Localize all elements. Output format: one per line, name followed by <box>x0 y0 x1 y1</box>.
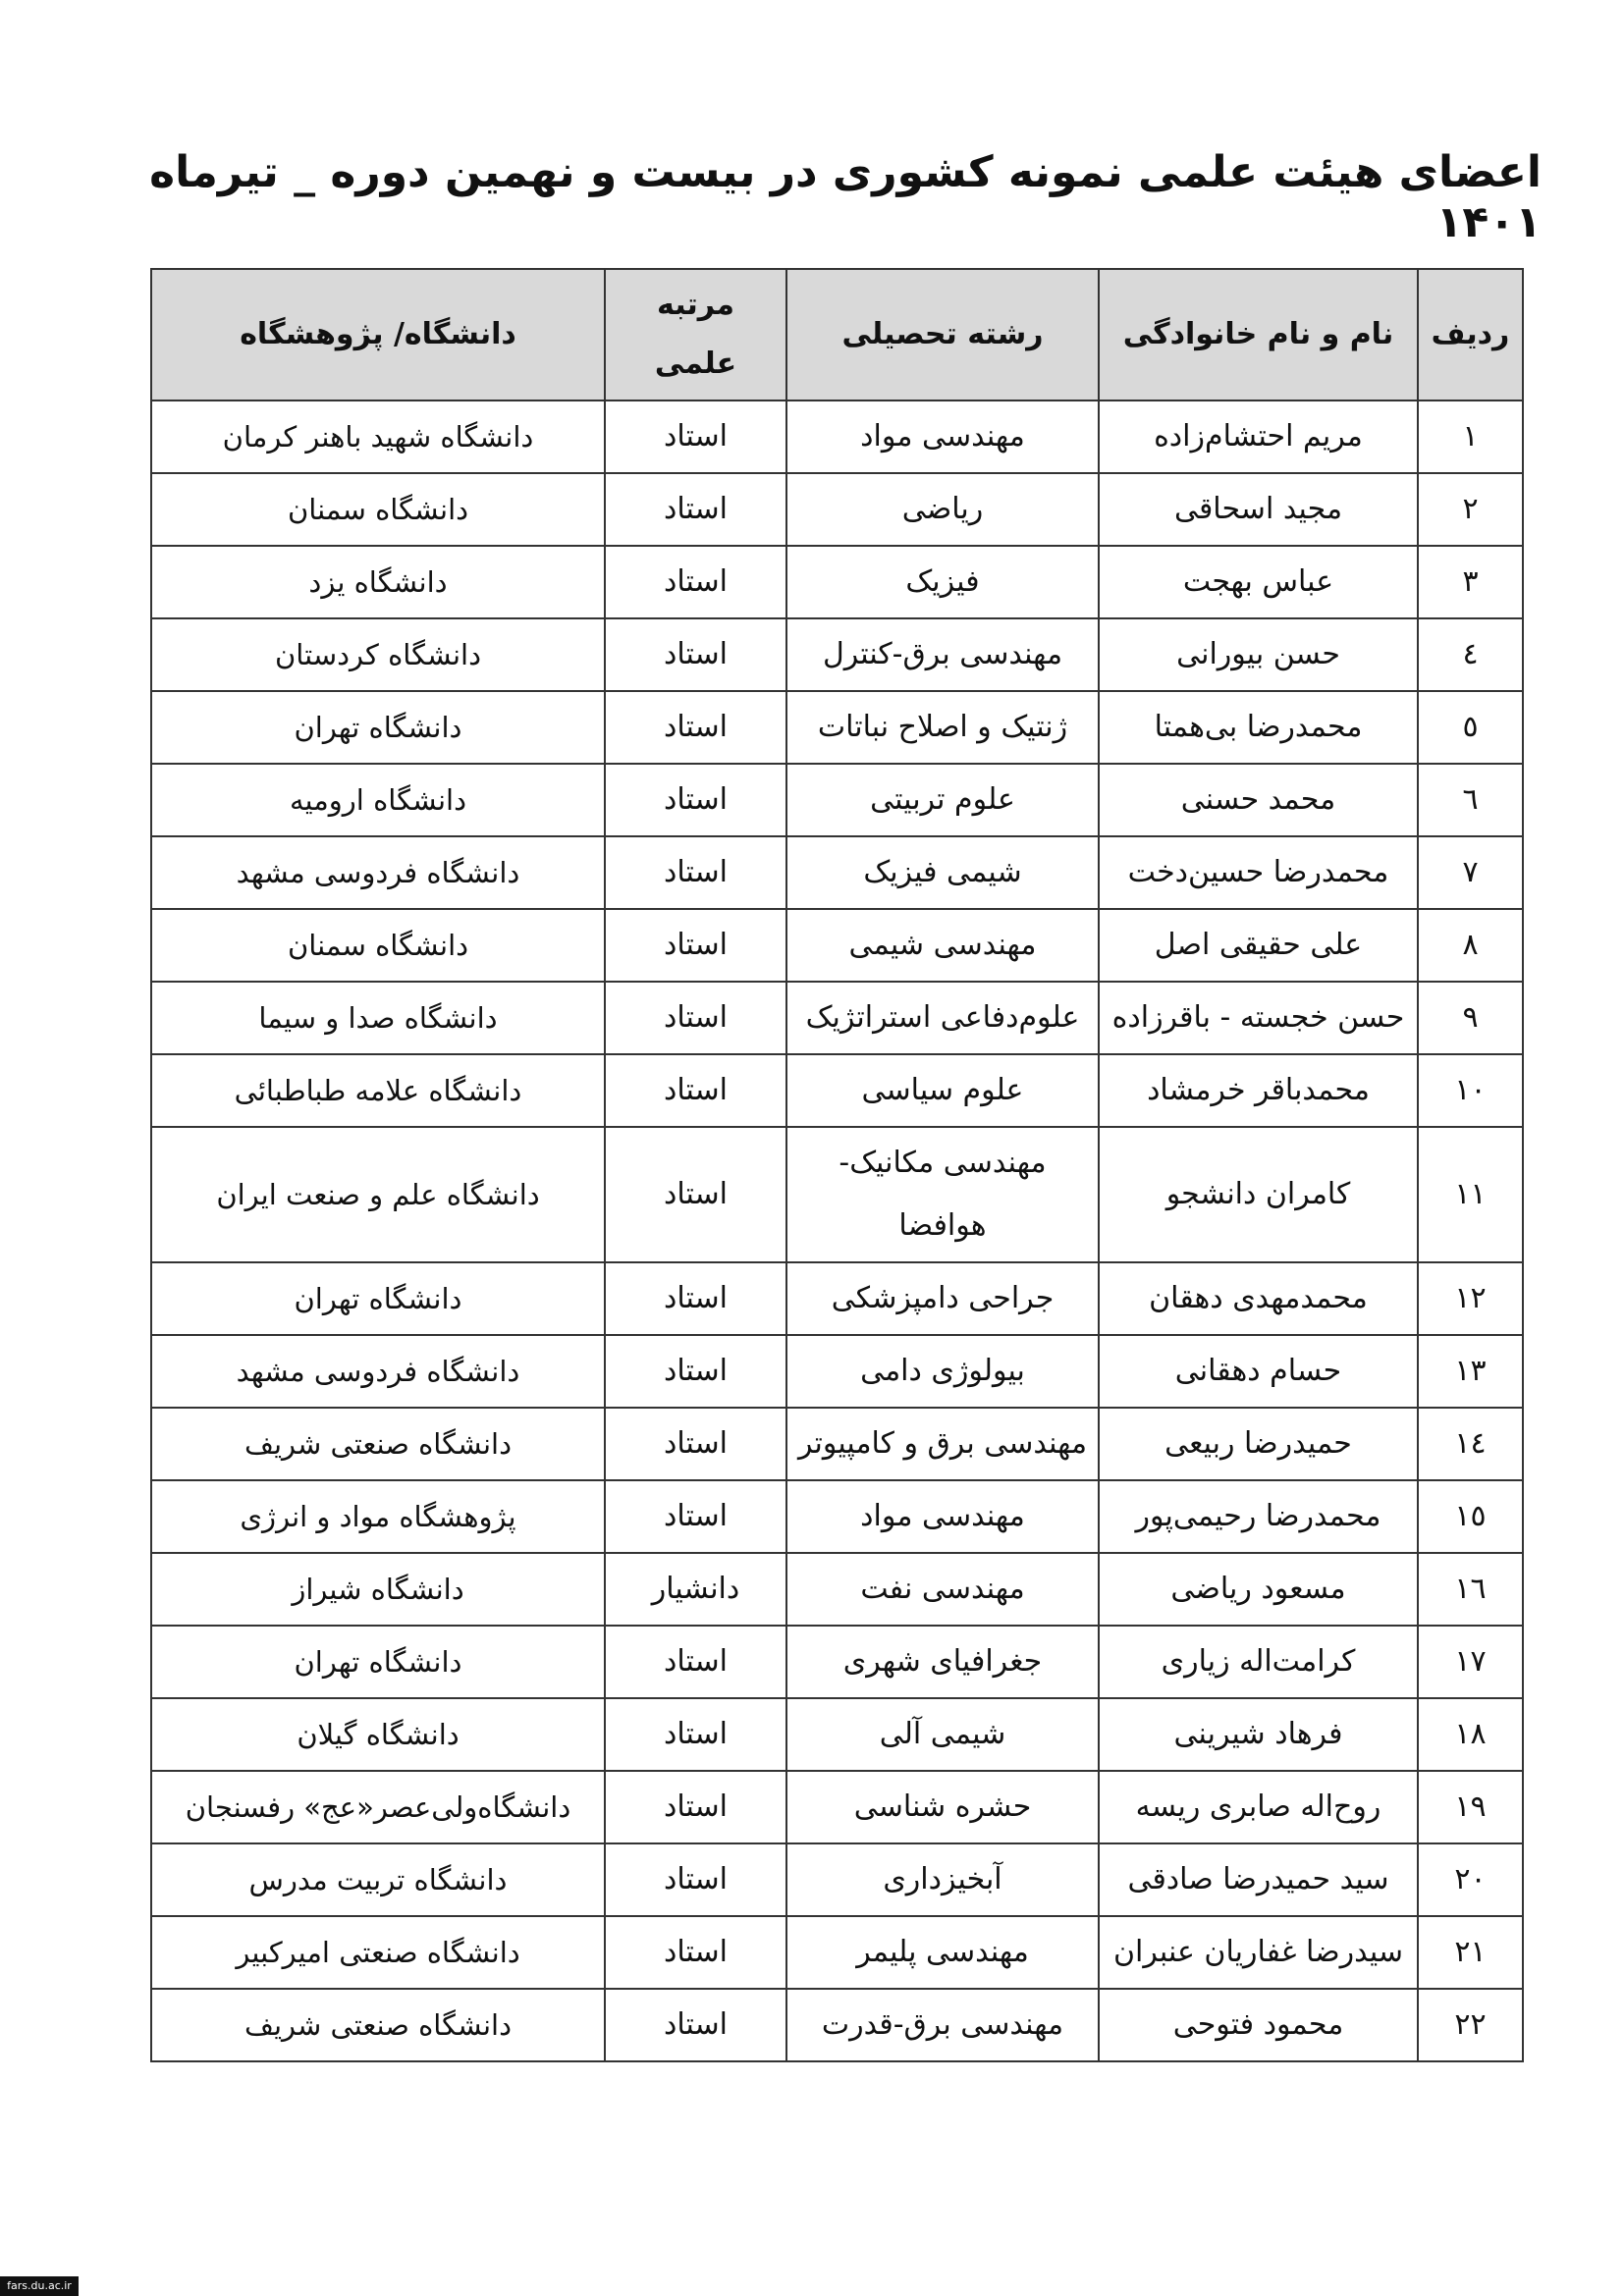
table-header-row <box>151 269 1523 400</box>
rank-cell: استاد <box>605 1335 786 1408</box>
university-cell: دانشگاه فردوسی مشهد <box>151 1335 605 1408</box>
table-row <box>151 546 1523 618</box>
university-cell: دانشگاه علم و صنعت ایران <box>151 1127 605 1262</box>
name-cell: روح‌اله صابری ریسه <box>1099 1771 1418 1843</box>
rank-cell: استاد <box>605 909 786 982</box>
field-cell: مهندسی مواد <box>786 1480 1099 1553</box>
name-cell: محمدمهدی دهقان <box>1099 1262 1418 1335</box>
university-cell: پژوهشگاه مواد و انرژی <box>151 1480 605 1553</box>
table-row <box>151 1262 1523 1335</box>
table-row <box>151 1127 1523 1262</box>
table-row <box>151 1335 1523 1408</box>
rank-cell: استاد <box>605 764 786 836</box>
university-cell: دانشگاه تهران <box>151 1626 605 1698</box>
university-cell: دانشگاه تهران <box>151 1262 605 1335</box>
row-number-cell: ۱٥ <box>1418 1480 1523 1553</box>
row-number-cell: ۲۰ <box>1418 1843 1523 1916</box>
row-number-cell: ٥ <box>1418 691 1523 764</box>
rank-cell: استاد <box>605 1771 786 1843</box>
header-field: رشته تحصیلی <box>786 269 1099 400</box>
faculty-table <box>150 268 1524 2062</box>
university-cell: دانشگاه صنعتی شریف <box>151 1989 605 2061</box>
header-rank: مرتبه علمی <box>605 269 786 400</box>
university-cell: دانشگاه گیلان <box>151 1698 605 1771</box>
university-cell: دانشگاه صنعتی شریف <box>151 1408 605 1480</box>
table-row <box>151 1480 1523 1553</box>
name-cell: محمود فتوحی <box>1099 1989 1418 2061</box>
name-cell: محمد حسنی <box>1099 764 1418 836</box>
field-cell: حشره شناسی <box>786 1771 1099 1843</box>
row-number-cell: ۱٤ <box>1418 1408 1523 1480</box>
table-row <box>151 1843 1523 1916</box>
table-row <box>151 1553 1523 1626</box>
row-number-cell: ٤ <box>1418 618 1523 691</box>
rank-cell: استاد <box>605 836 786 909</box>
university-cell: دانشگاه کردستان <box>151 618 605 691</box>
name-cell: کرامت‌اله زیاری <box>1099 1626 1418 1698</box>
university-cell: دانشگاه تربیت مدرس <box>151 1843 605 1916</box>
row-number-cell: ۱۹ <box>1418 1771 1523 1843</box>
header-row-number: ردیف <box>1418 269 1523 400</box>
row-number-cell: ۲ <box>1418 473 1523 546</box>
rank-cell: استاد <box>605 1843 786 1916</box>
university-cell: دانشگاه تهران <box>151 691 605 764</box>
rank-cell: استاد <box>605 691 786 764</box>
field-cell: بیولوژی دامی <box>786 1335 1099 1408</box>
row-number-cell: ۱۰ <box>1418 1054 1523 1127</box>
name-cell: حمیدرضا ربیعی <box>1099 1408 1418 1480</box>
rank-cell: استاد <box>605 1054 786 1127</box>
rank-cell: استاد <box>605 1916 786 1989</box>
name-cell: کامران دانشجو <box>1099 1127 1418 1262</box>
field-cell: مهندسی مواد <box>786 400 1099 473</box>
table-row <box>151 691 1523 764</box>
field-cell: جغرافیای شهری <box>786 1626 1099 1698</box>
rank-cell: استاد <box>605 1262 786 1335</box>
table-row <box>151 1054 1523 1127</box>
table-row <box>151 400 1523 473</box>
university-cell: دانشگاه علامه طباطبائی <box>151 1054 605 1127</box>
field-cell: مهندسی شیمی <box>786 909 1099 982</box>
university-cell: دانشگاه فردوسی مشهد <box>151 836 605 909</box>
header-university: دانشگاه/ پژوهشگاه <box>151 269 605 400</box>
row-number-cell: ۳ <box>1418 546 1523 618</box>
name-cell: فرهاد شیرینی <box>1099 1698 1418 1771</box>
field-cell: علوم تربیتی <box>786 764 1099 836</box>
name-cell: سیدرضا غفاریان عنبران <box>1099 1916 1418 1989</box>
rank-cell: استاد <box>605 1408 786 1480</box>
table-row <box>151 1771 1523 1843</box>
table-row <box>151 1698 1523 1771</box>
name-cell: حسام دهقانی <box>1099 1335 1418 1408</box>
row-number-cell: ۱ <box>1418 400 1523 473</box>
rank-cell: استاد <box>605 1698 786 1771</box>
field-cell: ریاضی <box>786 473 1099 546</box>
row-number-cell: ۱۷ <box>1418 1626 1523 1698</box>
name-cell: محمدرضا بی‌همتا <box>1099 691 1418 764</box>
table-row <box>151 836 1523 909</box>
name-cell: مریم احتشام‌زاده <box>1099 400 1418 473</box>
rank-cell: استاد <box>605 400 786 473</box>
table-row <box>151 1408 1523 1480</box>
header-name: نام و نام خانوادگی <box>1099 269 1418 400</box>
name-cell: حسن خجسته - باقرزاده <box>1099 982 1418 1054</box>
table-row <box>151 618 1523 691</box>
rank-cell: استاد <box>605 473 786 546</box>
row-number-cell: ۱۲ <box>1418 1262 1523 1335</box>
rank-cell: استاد <box>605 546 786 618</box>
name-cell: حسن بیورانی <box>1099 618 1418 691</box>
name-cell: محمدرضا رحیمی‌پور <box>1099 1480 1418 1553</box>
table-row <box>151 982 1523 1054</box>
university-cell: دانشگاه‌ولی‌عصر«عج» رفسنجان <box>151 1771 605 1843</box>
field-cell: علوم‌دفاعی استراتژیک <box>786 982 1099 1054</box>
rank-cell: استاد <box>605 982 786 1054</box>
table-row <box>151 1916 1523 1989</box>
name-cell: مجید اسحاقی <box>1099 473 1418 546</box>
field-cell: مهندسی برق و کامپیوتر <box>786 1408 1099 1480</box>
university-cell: دانشگاه شهید باهنر کرمان <box>151 400 605 473</box>
field-cell: فیزیک <box>786 546 1099 618</box>
university-cell: دانشگاه یزد <box>151 546 605 618</box>
name-cell: سید حمیدرضا صادقی <box>1099 1843 1418 1916</box>
name-cell: علی حقیقی اصل <box>1099 909 1418 982</box>
field-cell: مهندسی برق-کنترل <box>786 618 1099 691</box>
university-cell: دانشگاه صدا و سیما <box>151 982 605 1054</box>
row-number-cell: ۷ <box>1418 836 1523 909</box>
field-cell: شیمی آلی <box>786 1698 1099 1771</box>
table-row <box>151 1626 1523 1698</box>
name-cell: محمدرضا حسین‌دخت <box>1099 836 1418 909</box>
table-row <box>151 909 1523 982</box>
name-cell: مسعود ریاضی <box>1099 1553 1418 1626</box>
field-cell: مهندسی پلیمر <box>786 1916 1099 1989</box>
field-cell: علوم سیاسی <box>786 1054 1099 1127</box>
rank-cell: دانشیار <box>605 1553 786 1626</box>
rank-cell: استاد <box>605 1989 786 2061</box>
row-number-cell: ۸ <box>1418 909 1523 982</box>
name-cell: عباس بهجت <box>1099 546 1418 618</box>
field-cell: مهندسی نفت <box>786 1553 1099 1626</box>
university-cell: دانشگاه سمنان <box>151 909 605 982</box>
row-number-cell: ۱۳ <box>1418 1335 1523 1408</box>
field-cell: جراحی دامپزشکی <box>786 1262 1099 1335</box>
table-row <box>151 473 1523 546</box>
field-cell: شیمی فیزیک <box>786 836 1099 909</box>
university-cell: دانشگاه شیراز <box>151 1553 605 1626</box>
row-number-cell: ۱٦ <box>1418 1553 1523 1626</box>
university-cell: دانشگاه سمنان <box>151 473 605 546</box>
university-cell: دانشگاه ارومیه <box>151 764 605 836</box>
row-number-cell: ۱۸ <box>1418 1698 1523 1771</box>
field-cell: مهندسی برق-قدرت <box>786 1989 1099 2061</box>
university-cell: دانشگاه صنعتی امیرکبیر <box>151 1916 605 1989</box>
field-cell: مهندسی مکانیک-هوافضا <box>786 1127 1099 1262</box>
row-number-cell: ۲۲ <box>1418 1989 1523 2061</box>
rank-cell: استاد <box>605 1480 786 1553</box>
row-number-cell: ۱۱ <box>1418 1127 1523 1262</box>
field-cell: ژنتیک و اصلاح نباتات <box>786 691 1099 764</box>
table-row <box>151 1989 1523 2061</box>
rank-cell: استاد <box>605 1626 786 1698</box>
rank-cell: استاد <box>605 1127 786 1262</box>
rank-cell: استاد <box>605 618 786 691</box>
row-number-cell: ۲۱ <box>1418 1916 1523 1989</box>
row-number-cell: ٦ <box>1418 764 1523 836</box>
watermark: fars.du.ac.ir <box>0 2276 79 2296</box>
table-row <box>151 764 1523 836</box>
name-cell: محمدباقر خرمشاد <box>1099 1054 1418 1127</box>
page-title: اعضای هیئت علمی نمونه کشوری در بیست و نهمین دوره _ تیرماه ۱۴۰۱ <box>149 147 1542 247</box>
row-number-cell: ۹ <box>1418 982 1523 1054</box>
field-cell: آبخیزداری <box>786 1843 1099 1916</box>
